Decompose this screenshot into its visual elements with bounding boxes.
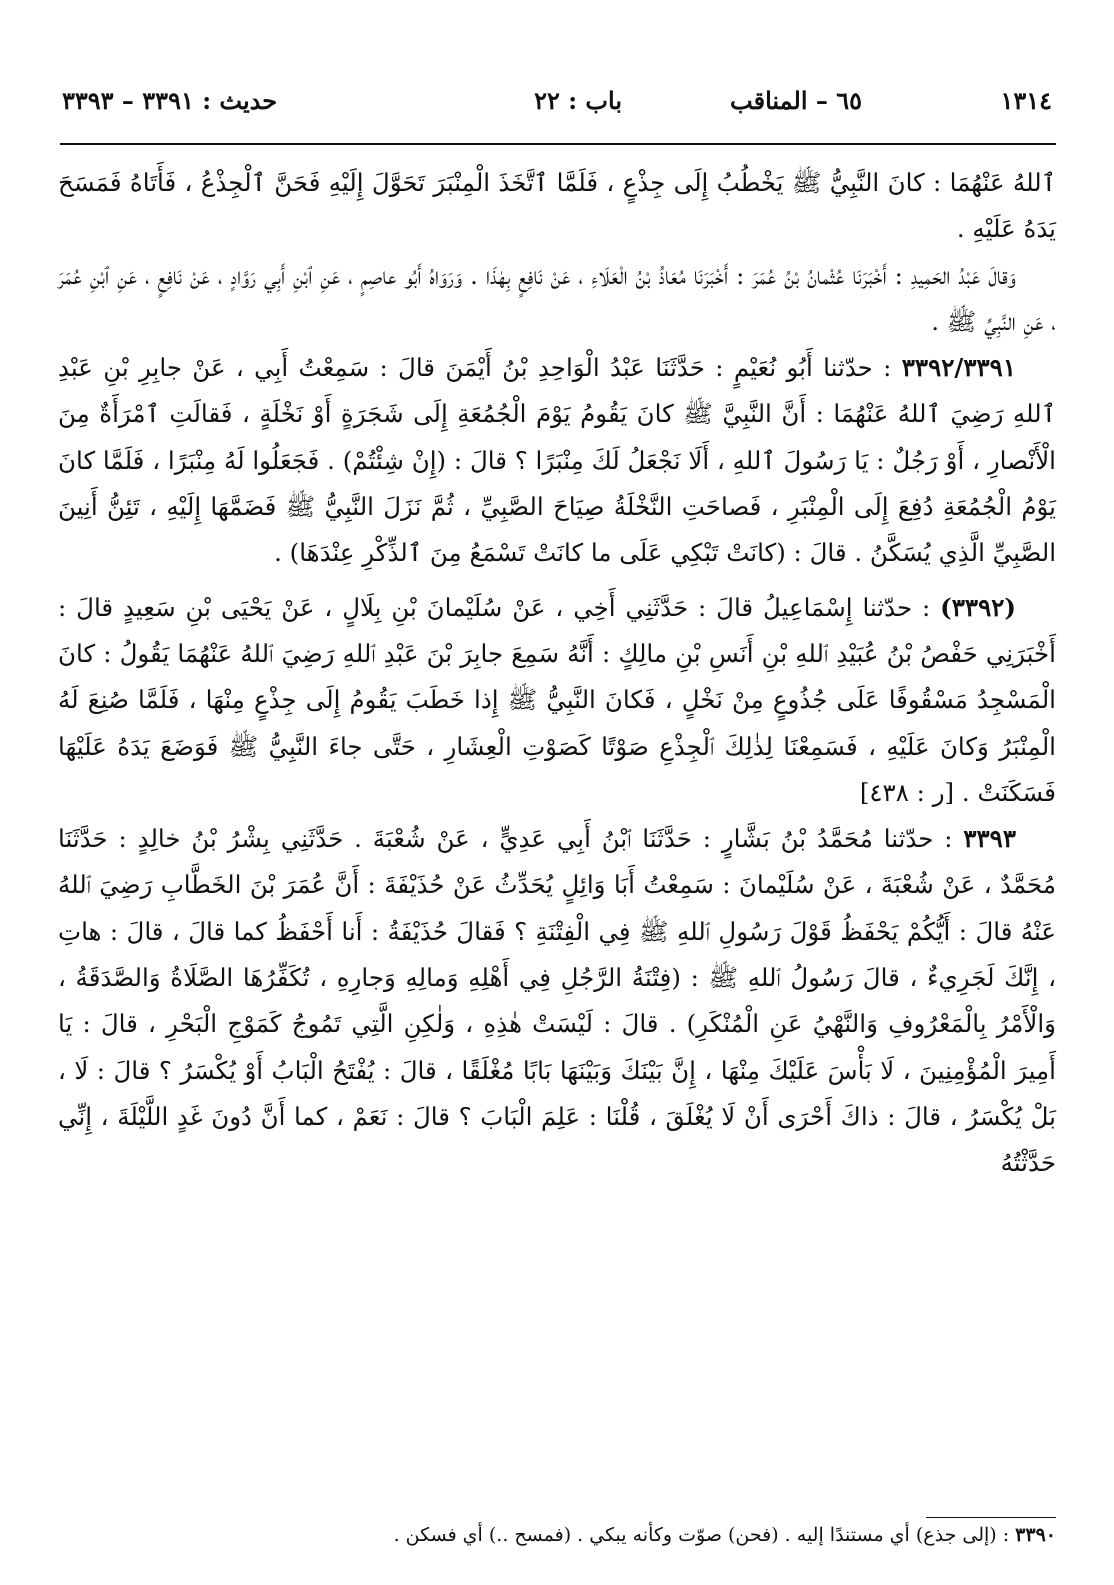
page-header <box>62 80 1052 126</box>
hadith-number: ٣٣٩٢/٣٣٩١ <box>901 353 1016 383</box>
chapter-label: باب : ٢٢ <box>534 86 622 115</box>
main-text <box>58 160 1056 1187</box>
hadith-paragraph <box>58 816 1056 1186</box>
paragraph: وَقالَ عَبْدُ الحَمِيدِ : أَخْبَرَنَا عُثْمانُ بْنُ عُمَرَ : أَخْبَرَنَا مُعَاذُ بْنُ الْعَلَاءِ ، عَنْ نَافِعٍ بِهٰذَا . وَرَوَاهُ أَبُو عاصِمٍ ، عَنِ ٱبْنِ أَبِي رَوَّادٍ ، عَنْ نَافِعٍ ، عَنِ ٱبْنِ عُمَرَ ، عَنِ النَّبِيِّ ﷺ . <box>58 260 1056 336</box>
footnote <box>58 1522 1056 1548</box>
hadith-text: : حدّثنا أَبُو نُعَيْمٍ : حَدَّثَنَا عَبْدُ الْوَاحِدِ بْنُ أَيْمَنَ قالَ : سَمِعْتُ أَبِي ، عَنْ جابِرِ بْنِ عَبْدِ ٱللهِ رَضِيَ ٱللهُ عَنْهُمَا : أَنَّ النَّبِيَّ ﷺ كانَ يَقُومُ يَوْمَ الْجُمُعَةِ إِلَى شَجَرَةٍ أَوْ نَخْلَةٍ ، فَقالَتِ ٱمْرَأَةٌ مِنَ الْأَنْصارِ ، أَوْ رَجُلٌ : يَا رَسُولَ ٱللهِ ، أَلَا نَجْعَلُ لَكَ مِنْبَرًا ؟ قالَ : (إِنْ شِئْتُمْ) . فَجَعَلُوا لَهُ مِنْبَرًا ، فَلَمَّا كانَ يَوْمُ الْجُمُعَةِ دُفِعَ إِلَى الْمِنْبَرِ ، فَصاحَتِ النَّخْلَةُ صِيَاحَ الصَّبِيِّ ، ثُمَّ نَزَلَ النَّبِيُّ ﷺ فَضَمَّهَا إِلَيْهِ ، تَئِنُّ أَنِينَ الصَّبِيِّ الَّذِي يُسَكَّنُ . قالَ : (كانَتْ تَبْكِي عَلَى ما كانَتْ تَسْمَعُ مِنَ ٱلذِّكْرِ عِنْدَهَا) . <box>58 353 1056 568</box>
page-number: ١٣١٤ <box>1000 86 1052 115</box>
hadith-text: : حدّثنا مُحَمَّدُ بْنُ بَشَّارٍ : حَدَّثَنَا ٱبْنُ أَبِي عَدِيٍّ ، عَنْ شُعْبَةَ . حَدَّثَنِي بِشْرُ بْنُ خالِدٍ : حَدَّثَنَا مُحَمَّدٌ ، عَنْ شُعْبَةَ ، عَنْ سُلَيْمانَ : سَمِعْتُ أَبَا وَائِلٍ يُحَدِّثُ عَنْ حُذَيْفَةَ : أَنَّ عُمَرَ بْنَ الخَطَّابِ رَضِيَ ٱللهُ عَنْهُ قالَ : أَيُّكُمْ يَحْفَظُ قَوْلَ رَسُولِ ٱللهِ ﷺ فِي الْفِتْنَةِ ؟ فَقالَ حُذَيْفَةُ : أَنا أَحْفَظُ كما قالَ ، قالَ : هاتِ ، إِنَّكَ لَجَرِيءٌ ، قالَ رَسُولُ ٱللهِ ﷺ : (فِتْنَةُ الرَّجُلِ فِي أَهْلِهِ وَمالِهِ وَجارِهِ ، تُكَفِّرُهَا الصَّلَاةُ وَالصَّدَقَةُ ، وَالْأَمْرُ بِالْمَعْرُوفِ وَالنَّهْيُ عَنِ الْمُنْكَرِ) . قالَ : لَيْسَتْ هٰذِهِ ، وَلٰكِنِ الَّتِي تَمُوجُ كَمَوْجِ الْبَحْرِ ، قالَ : يَا أَمِيرَ الْمُؤْمِنِينَ ، لَا بَأْسَ عَلَيْكَ مِنْهَا ، إِنَّ بَيْنَكَ وَبَيْنَهَا بَابًا مُغْلَقًا ، قالَ : يُفْتَحُ الْبَابُ أَوْ يُكْسَرُ ؟ قالَ : لَا ، بَلْ يُكْسَرُ ، قالَ : ذاكَ أَحْرَى أَنْ لَا يُغْلَقَ ، قُلْنَا : عَلِمَ الْبَابَ ؟ قالَ : نَعَمْ ، كما أَنَّ دُونَ غَدٍ اللَّيْلَةَ ، إِنِّي حَدَّثْتُهُ <box>58 824 1056 1178</box>
hadith-text: : حدّثنا إِسْمَاعِيلُ قالَ : حَدَّثَنِي أَخِي ، عَنْ سُلَيْمانَ بْنِ بِلَالٍ ، عَنْ يَحْيَى بْنِ سَعِيدٍ قالَ : أَخْبَرَنِي حَفْصُ بْنُ عُبَيْدِ ٱللهِ بْنِ أَنَسِ بْنِ مالِكٍ : أَنَّهُ سَمِعَ جابِرَ بْنَ عَبْدِ ٱللهِ رَضِيَ ٱللهُ عَنْهُمَا يَقُولُ : كانَ الْمَسْجِدُ مَسْقُوفًا عَلَى جُذُوعٍ مِنْ نَخْلٍ ، فَكانَ النَّبِيُّ ﷺ إِذا خَطَبَ يَقُومُ إِلَى جِذْعٍ مِنْهَا ، فَلَمَّا صُنِعَ لَهُ الْمِنْبَرُ وَكانَ عَلَيْهِ ، فَسَمِعْنَا لِذٰلِكَ ٱلْجِذْعِ صَوْتًا كَصَوْتِ الْعِشَارِ ، حَتَّى جاءَ النَّبِيُّ ﷺ فَوَضَعَ يَدَهُ عَلَيْهَا فَسَكَنَتْ . [ر : ٤٣٨] <box>58 592 1056 807</box>
hadith-number: ٣٣٩٣ <box>963 824 1016 854</box>
hadith-paragraph <box>58 585 1056 816</box>
hadith-range: حديث : ٣٣٩١ – ٣٣٩٣ <box>62 86 278 115</box>
footnote-number: ٣٣٩٠ <box>1015 1524 1056 1546</box>
hadith-paragraph <box>58 345 1056 576</box>
hadith-number: (٣٣٩٢) <box>940 592 1016 622</box>
paragraph: ٱللهُ عَنْهُمَا : كانَ النَّبِيُّ ﷺ يَخْطُبُ إِلَى جِذْعٍ ، فَلَمَّا ٱتَّخَذَ الْمِنْبَرَ تَحَوَّلَ إِلَيْهِ فَحَنَّ ٱلْجِذْعُ ، فَأَتَاهُ فَمَسَحَ يَدَهُ عَلَيْهِ . <box>58 168 1056 244</box>
book-title: ٦٥ – المناقب <box>730 86 862 115</box>
footnote-divider <box>926 1517 1056 1518</box>
footnote-text: : (إلى جذع) أي مستندًا إليه . (فحن) صوّت وكأنه يبكي . (فمسح ..) أي فسكن . <box>393 1524 1016 1546</box>
header-divider <box>60 143 1056 145</box>
